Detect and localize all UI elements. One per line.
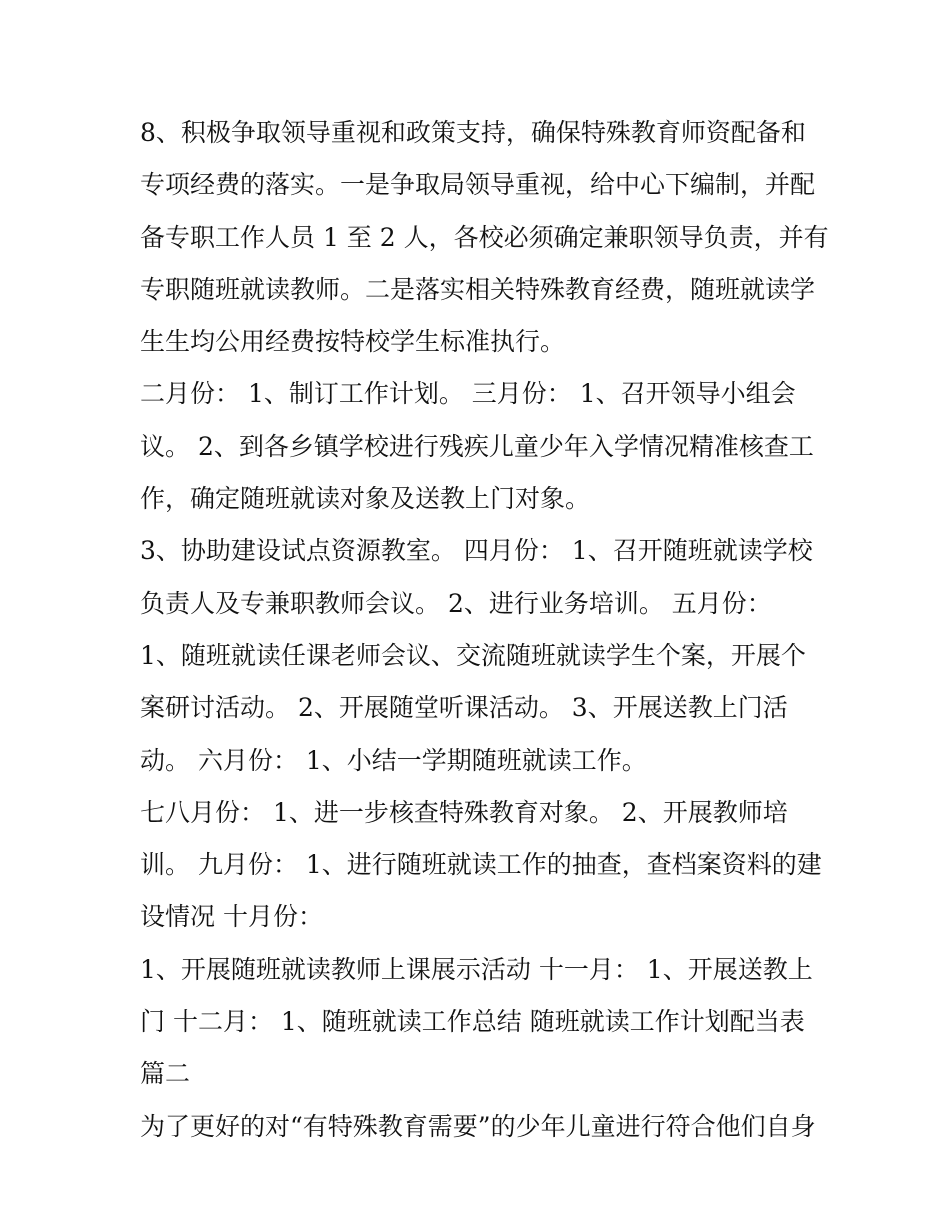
text-line: 七八月份： 1、进一步核查特殊教育对象。 2、开展教师培 bbox=[140, 797, 788, 827]
text-line: 备专职工作人员 1 至 2 人，各校必须确定兼职领导负责，并有 bbox=[140, 222, 829, 252]
text-line: 生生均公用经费按特校学生标准执行。 bbox=[140, 327, 566, 357]
text-line: 专项经费的落实。一是争取局领导重视，给中心下编制，并配 bbox=[140, 170, 816, 200]
text-line: 1、开展随班就读教师上课展示活动 十一月： 1、开展送教上 bbox=[140, 954, 813, 984]
document-body bbox=[140, 107, 830, 1153]
text-line: 门 十二月： 1、随班就读工作总结 随班就读工作计划配当表 bbox=[140, 1007, 805, 1037]
text-line: 1、随班就读任课老师会议、交流随班就读学生个案，开展个 bbox=[140, 640, 806, 670]
text-line: 作，确定随班就读对象及送教上门对象。 bbox=[140, 484, 591, 514]
section-heading: 篇二 bbox=[140, 1059, 191, 1089]
text-line: 8、积极争取领导重视和政策支持，确保特殊教育师资配备和 bbox=[140, 118, 806, 147]
text-line: 专职随班就读教师。二是落实相关特殊教育经费，随班就读学 bbox=[140, 274, 816, 304]
text-line: 负责人及专兼职教师会议。 2、进行业务培训。 五月份： bbox=[140, 588, 772, 618]
text-line: 3、协助建设试点资源教室。 四月份： 1、召开随班就读学校 bbox=[140, 536, 813, 566]
text-line: 为了更好的对“有特殊教育需要”的少年儿童进行符合他们自身 bbox=[140, 1111, 816, 1141]
text-line: 案研讨活动。 2、开展随堂听课活动。 3、开展送教上门活 bbox=[140, 693, 788, 723]
text-line: 训。 九月份： 1、进行随班就读工作的抽查，查档案资料的建 bbox=[140, 850, 822, 880]
text-line: 动。 六月份： 1、小结一学期随班就读工作。 bbox=[140, 745, 647, 775]
text-line: 设情况 十月份： bbox=[140, 902, 323, 932]
text-line: 议。 2、到各乡镇学校进行残疾儿童少年入学情况精准核查工 bbox=[140, 431, 814, 461]
text-line: 二月份： 1、制订工作计划。 三月份： 1、召开领导小组会 bbox=[140, 379, 796, 409]
